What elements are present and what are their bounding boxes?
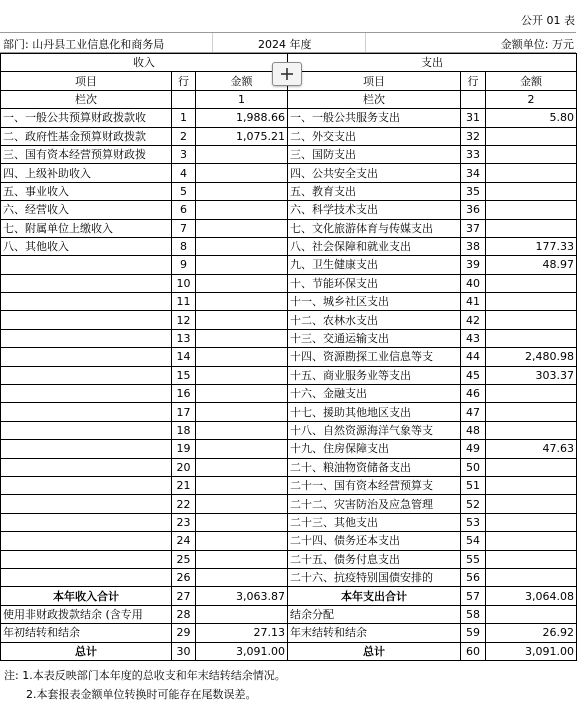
income-item: 二、政府性基金预算财政拨款 xyxy=(1,127,172,145)
expense-item: 二十二、灾害防治及应急管理 xyxy=(288,495,461,513)
income-item xyxy=(1,421,172,439)
table-row xyxy=(1,550,577,568)
income-row-number: 23 xyxy=(172,513,196,531)
income-item xyxy=(1,495,172,513)
expense-section-header: 支出 xyxy=(288,54,577,72)
expense-item: 十三、交通运输支出 xyxy=(288,329,461,347)
expense-amount xyxy=(486,495,577,513)
income-row-number: 7 xyxy=(172,219,196,237)
empty-cell xyxy=(461,90,486,108)
expense-amount xyxy=(486,403,577,421)
income-row-number: 17 xyxy=(172,403,196,421)
income-amount xyxy=(196,256,288,274)
income-item: 总计 xyxy=(1,642,172,660)
footnote-2: 2.本套报表金额单位转换时可能存在尾数误差。 xyxy=(26,688,257,701)
expense-row-number: 53 xyxy=(461,513,486,531)
expense-row-number: 57 xyxy=(461,587,486,605)
table-row xyxy=(1,366,577,384)
income-row-number: 14 xyxy=(172,348,196,366)
expense-item: 七、文化旅游体育与传媒支出 xyxy=(288,219,461,237)
income-row-number: 16 xyxy=(172,385,196,403)
expense-amount: 2,480.98 xyxy=(486,348,577,366)
table-row xyxy=(1,440,577,458)
table-row xyxy=(1,587,577,605)
expense-item: 十五、商业服务业等支出 xyxy=(288,366,461,384)
income-row-number: 1 xyxy=(172,109,196,127)
expense-item: 二十四、债务还本支出 xyxy=(288,532,461,550)
income-row-number: 4 xyxy=(172,164,196,182)
table-row xyxy=(1,201,577,219)
expense-amount xyxy=(486,219,577,237)
expense-amount: 5.80 xyxy=(486,109,577,127)
income-item: 八、其他收入 xyxy=(1,237,172,255)
income-row-number: 10 xyxy=(172,274,196,292)
income-item: 七、附属单位上缴收入 xyxy=(1,219,172,237)
report-year: 2024 年度 xyxy=(258,38,312,51)
income-item xyxy=(1,568,172,586)
income-amount xyxy=(196,182,288,200)
expense-amount xyxy=(486,605,577,623)
expense-amount: 3,091.00 xyxy=(486,642,577,660)
income-item xyxy=(1,385,172,403)
income-amount xyxy=(196,550,288,568)
table-row xyxy=(1,219,577,237)
expense-row-number: 38 xyxy=(461,237,486,255)
income-item: 四、上级补助收入 xyxy=(1,164,172,182)
col-header-row: 行 xyxy=(461,72,486,90)
expense-row-number: 55 xyxy=(461,550,486,568)
income-amount: 1,075.21 xyxy=(196,127,288,145)
income-amount xyxy=(196,421,288,439)
expense-row-number: 35 xyxy=(461,182,486,200)
expense-amount xyxy=(486,513,577,531)
expense-row-number: 52 xyxy=(461,495,486,513)
income-amount xyxy=(196,495,288,513)
income-row-number: 21 xyxy=(172,476,196,494)
expense-row-number: 48 xyxy=(461,421,486,439)
income-amount xyxy=(196,385,288,403)
report-header xyxy=(0,32,576,53)
expense-item: 二十六、抗疫特别国债安排的 xyxy=(288,568,461,586)
expense-amount xyxy=(486,274,577,292)
table-row xyxy=(1,495,577,513)
table-row xyxy=(1,293,577,311)
col-header-amount: 金额 xyxy=(196,72,288,90)
table-row xyxy=(1,127,577,145)
expense-row-number: 33 xyxy=(461,145,486,163)
expense-row-number: 59 xyxy=(461,624,486,642)
income-item: 六、经营收入 xyxy=(1,201,172,219)
income-item xyxy=(1,311,172,329)
add-button[interactable] xyxy=(272,62,302,86)
expense-item: 十七、援助其他地区支出 xyxy=(288,403,461,421)
income-amount xyxy=(196,458,288,476)
income-item xyxy=(1,366,172,384)
table-row xyxy=(1,421,577,439)
income-item: 五、事业收入 xyxy=(1,182,172,200)
expense-amount xyxy=(486,164,577,182)
income-amount xyxy=(196,311,288,329)
expense-amount: 26.92 xyxy=(486,624,577,642)
expense-amount xyxy=(486,182,577,200)
expense-amount xyxy=(486,476,577,494)
income-row-number: 2 xyxy=(172,127,196,145)
table-row xyxy=(1,513,577,531)
income-row-number: 3 xyxy=(172,145,196,163)
income-row-number: 12 xyxy=(172,311,196,329)
expense-item: 三、国防支出 xyxy=(288,145,461,163)
col-header-item: 项目 xyxy=(1,72,172,90)
header-divider xyxy=(212,33,213,52)
expense-amount: 303.37 xyxy=(486,366,577,384)
expense-row-number: 32 xyxy=(461,127,486,145)
income-row-number: 30 xyxy=(172,642,196,660)
expense-item: 十九、住房保障支出 xyxy=(288,440,461,458)
table-row xyxy=(1,532,577,550)
expense-item: 二十、粮油物资储备支出 xyxy=(288,458,461,476)
income-item: 三、国有资本经营预算财政拨 xyxy=(1,145,172,163)
expense-item: 九、卫生健康支出 xyxy=(288,256,461,274)
column-index-2: 2 xyxy=(486,90,577,108)
income-item xyxy=(1,329,172,347)
expense-amount: 48.97 xyxy=(486,256,577,274)
expense-item: 二十五、债务付息支出 xyxy=(288,550,461,568)
income-item xyxy=(1,513,172,531)
income-amount xyxy=(196,403,288,421)
expense-row-number: 36 xyxy=(461,201,486,219)
col-header-amount: 金额 xyxy=(486,72,577,90)
table-code: 公开 01 表 xyxy=(521,14,575,27)
table-row xyxy=(1,311,577,329)
expense-row-number: 45 xyxy=(461,366,486,384)
income-item: 本年收入合计 xyxy=(1,587,172,605)
expense-amount xyxy=(486,329,577,347)
expense-item: 二十一、国有资本经营预算支 xyxy=(288,476,461,494)
table-row xyxy=(1,145,577,163)
table-row xyxy=(1,458,577,476)
col-header-row: 行 xyxy=(172,72,196,90)
expense-amount xyxy=(486,145,577,163)
income-amount xyxy=(196,329,288,347)
table-row xyxy=(1,348,577,366)
income-row-number: 22 xyxy=(172,495,196,513)
income-amount xyxy=(196,145,288,163)
table-row xyxy=(1,605,577,623)
lanci-label: 栏次 xyxy=(288,90,461,108)
income-amount xyxy=(196,293,288,311)
expense-item: 四、公共安全支出 xyxy=(288,164,461,182)
col-header-item: 项目 xyxy=(288,72,461,90)
income-amount xyxy=(196,201,288,219)
income-row-number: 9 xyxy=(172,256,196,274)
expense-amount xyxy=(486,532,577,550)
expense-item: 十八、自然资源海洋气象等支 xyxy=(288,421,461,439)
table-row xyxy=(1,256,577,274)
empty-cell xyxy=(172,90,196,108)
footnotes xyxy=(4,666,286,704)
income-row-number: 8 xyxy=(172,237,196,255)
expense-row-number: 54 xyxy=(461,532,486,550)
income-item xyxy=(1,348,172,366)
expense-item: 本年支出合计 xyxy=(288,587,461,605)
expense-amount: 3,064.08 xyxy=(486,587,577,605)
expense-amount: 177.33 xyxy=(486,237,577,255)
income-item: 一、一般公共预算财政拨款收 xyxy=(1,109,172,127)
column-index-1: 1 xyxy=(196,90,288,108)
income-amount xyxy=(196,164,288,182)
expense-item: 二、外交支出 xyxy=(288,127,461,145)
income-row-number: 6 xyxy=(172,201,196,219)
income-amount xyxy=(196,568,288,586)
income-amount xyxy=(196,605,288,623)
table-row xyxy=(1,109,577,127)
income-item xyxy=(1,458,172,476)
expense-item: 十四、资源勘探工业信息等支 xyxy=(288,348,461,366)
expense-row-number: 42 xyxy=(461,311,486,329)
income-row-number: 24 xyxy=(172,532,196,550)
income-item xyxy=(1,476,172,494)
expense-item: 十、节能环保支出 xyxy=(288,274,461,292)
expense-row-number: 31 xyxy=(461,109,486,127)
expense-row-number: 39 xyxy=(461,256,486,274)
income-amount: 3,091.00 xyxy=(196,642,288,660)
amount-unit: 金额单位: 万元 xyxy=(500,38,574,51)
income-amount xyxy=(196,366,288,384)
expense-amount xyxy=(486,458,577,476)
department-label: 部门: 山丹县工业信息化和商务局 xyxy=(3,38,165,51)
income-item xyxy=(1,256,172,274)
income-amount xyxy=(196,274,288,292)
income-row-number: 29 xyxy=(172,624,196,642)
expense-row-number: 50 xyxy=(461,458,486,476)
income-amount: 1,988.66 xyxy=(196,109,288,127)
expense-row-number: 51 xyxy=(461,476,486,494)
table-row xyxy=(1,568,577,586)
income-amount xyxy=(196,440,288,458)
expense-amount xyxy=(486,201,577,219)
income-item: 使用非财政拨款结余 (含专用 xyxy=(1,605,172,623)
income-amount xyxy=(196,513,288,531)
income-row-number: 20 xyxy=(172,458,196,476)
expense-row-number: 58 xyxy=(461,605,486,623)
budget-table xyxy=(0,53,577,661)
income-row-number: 19 xyxy=(172,440,196,458)
income-row-number: 5 xyxy=(172,182,196,200)
expense-row-number: 46 xyxy=(461,385,486,403)
income-amount xyxy=(196,237,288,255)
expense-item: 五、教育支出 xyxy=(288,182,461,200)
income-row-number: 25 xyxy=(172,550,196,568)
plus-icon xyxy=(279,66,295,82)
expense-amount xyxy=(486,421,577,439)
expense-amount xyxy=(486,127,577,145)
expense-row-number: 34 xyxy=(461,164,486,182)
expense-row-number: 43 xyxy=(461,329,486,347)
income-amount xyxy=(196,219,288,237)
income-item xyxy=(1,532,172,550)
income-row-number: 27 xyxy=(172,587,196,605)
income-row-number: 11 xyxy=(172,293,196,311)
table-row xyxy=(1,624,577,642)
expense-item: 十六、金融支出 xyxy=(288,385,461,403)
table-row xyxy=(1,403,577,421)
expense-amount xyxy=(486,311,577,329)
expense-row-number: 49 xyxy=(461,440,486,458)
expense-row-number: 60 xyxy=(461,642,486,660)
income-item xyxy=(1,293,172,311)
expense-row-number: 41 xyxy=(461,293,486,311)
expense-row-number: 40 xyxy=(461,274,486,292)
expense-item: 六、科学技术支出 xyxy=(288,201,461,219)
expense-row-number: 47 xyxy=(461,403,486,421)
income-amount xyxy=(196,476,288,494)
expense-amount xyxy=(486,568,577,586)
expense-item: 总计 xyxy=(288,642,461,660)
income-row-number: 28 xyxy=(172,605,196,623)
income-item xyxy=(1,440,172,458)
income-amount xyxy=(196,348,288,366)
income-row-number: 18 xyxy=(172,421,196,439)
income-section-header: 收入 xyxy=(1,54,288,72)
expense-item: 十一、城乡社区支出 xyxy=(288,293,461,311)
income-row-number: 13 xyxy=(172,329,196,347)
header-divider xyxy=(365,33,366,52)
expense-item: 八、社会保障和就业支出 xyxy=(288,237,461,255)
income-item xyxy=(1,550,172,568)
expense-item: 十二、农林水支出 xyxy=(288,311,461,329)
expense-amount xyxy=(486,550,577,568)
expense-row-number: 56 xyxy=(461,568,486,586)
expense-row-number: 44 xyxy=(461,348,486,366)
table-row xyxy=(1,164,577,182)
expense-item: 年末结转和结余 xyxy=(288,624,461,642)
table-row xyxy=(1,385,577,403)
income-amount: 27.13 xyxy=(196,624,288,642)
expense-row-number: 37 xyxy=(461,219,486,237)
expense-amount xyxy=(486,293,577,311)
income-item xyxy=(1,274,172,292)
income-row-number: 15 xyxy=(172,366,196,384)
table-row xyxy=(1,329,577,347)
table-row xyxy=(1,642,577,660)
table-row xyxy=(1,237,577,255)
table-row xyxy=(1,274,577,292)
income-amount: 3,063.87 xyxy=(196,587,288,605)
expense-item: 结余分配 xyxy=(288,605,461,623)
expense-item: 二十三、其他支出 xyxy=(288,513,461,531)
footnote-1: 注: 1.本表反映部门本年度的总收支和年末结转结余情况。 xyxy=(4,669,286,682)
income-item: 年初结转和结余 xyxy=(1,624,172,642)
income-row-number: 26 xyxy=(172,568,196,586)
income-item xyxy=(1,403,172,421)
income-amount xyxy=(196,532,288,550)
table-row xyxy=(1,182,577,200)
table-row xyxy=(1,476,577,494)
expense-amount: 47.63 xyxy=(486,440,577,458)
expense-amount xyxy=(486,385,577,403)
lanci-label: 栏次 xyxy=(1,90,172,108)
expense-item: 一、一般公共服务支出 xyxy=(288,109,461,127)
